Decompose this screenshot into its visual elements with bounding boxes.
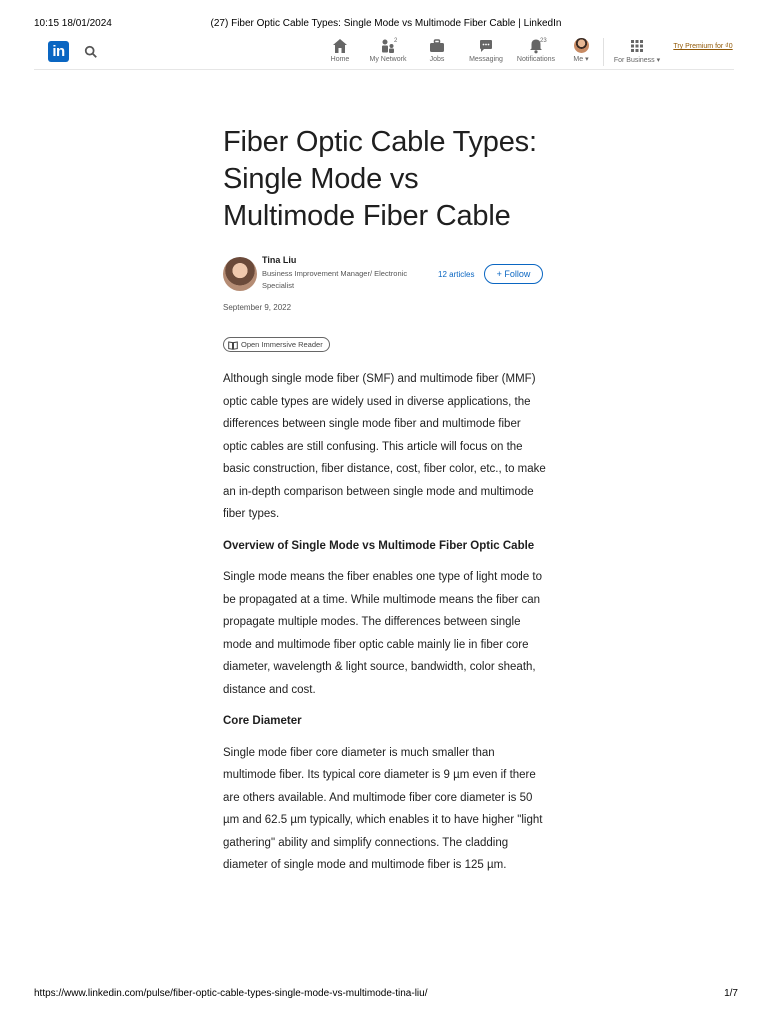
immersive-reader-button[interactable] bbox=[223, 337, 330, 352]
nav-home[interactable] bbox=[325, 38, 355, 68]
publish-date: September 9, 2022 bbox=[223, 303, 292, 312]
nav-my-network-label: My Network bbox=[369, 56, 407, 63]
messaging-icon bbox=[478, 38, 494, 54]
briefcase-icon bbox=[429, 38, 445, 54]
author-name[interactable]: Tina Liu bbox=[262, 255, 297, 265]
nav-home-label: Home bbox=[330, 56, 350, 63]
print-footer bbox=[34, 988, 738, 1002]
search-icon[interactable] bbox=[84, 45, 98, 59]
grid-icon bbox=[629, 38, 645, 54]
author-section bbox=[223, 253, 548, 297]
nav-messaging-label: Messaging bbox=[469, 56, 503, 63]
top-navigation bbox=[34, 36, 734, 70]
try-premium-link[interactable]: Try Premium for ₫0 bbox=[673, 43, 733, 50]
nav-for-business-label: For Business ▾ bbox=[613, 57, 661, 64]
nav-notifications-label: Notifications bbox=[516, 56, 556, 63]
author-articles-link[interactable]: 12 articles bbox=[438, 270, 475, 279]
home-icon bbox=[332, 38, 348, 54]
article-heading: Overview of Single Mode vs Multimode Fiber Optic Cable bbox=[223, 539, 535, 552]
nav-me[interactable] bbox=[568, 38, 594, 68]
book-icon bbox=[228, 341, 238, 350]
network-badge: 2 bbox=[394, 38, 398, 44]
nav-jobs[interactable] bbox=[422, 38, 452, 68]
nav-jobs-label: Jobs bbox=[429, 56, 445, 63]
article-paragraph: Single mode means the fiber enables one type of light mode to be propagated at a time. While multimode means the fiber can propagate multiple modes. The differences between single mode and multimode fiber optic cable mainly lie in fiber core diameter, wavelength & light source, bandwidth, color sheath, distance and cost. bbox=[223, 571, 543, 696]
nav-notifications[interactable] bbox=[514, 38, 558, 68]
print-header bbox=[34, 18, 738, 32]
nav-my-network[interactable] bbox=[366, 38, 410, 68]
print-document-title: (27) Fiber Optic Cable Types: Single Mode vs Multimode Fiber Cable | LinkedIn bbox=[210, 18, 562, 29]
immersive-reader-label: Open Immersive Reader bbox=[241, 340, 323, 349]
print-url: https://www.linkedin.com/pulse/fiber-optic-cable-types-single-mode-vs-multimode-tina-liu/ bbox=[34, 988, 428, 999]
nav-for-business[interactable] bbox=[611, 38, 663, 68]
user-avatar bbox=[574, 38, 589, 53]
article-heading: Core Diameter bbox=[223, 715, 302, 727]
author-headline: Business Improvement Manager/ Electronic Specialist bbox=[262, 269, 408, 290]
linkedin-logo[interactable]: in bbox=[48, 41, 69, 62]
article-title: Fiber Optic Cable Types: Single Mode vs Multimode Fiber Cable bbox=[223, 126, 537, 232]
nav-me-label: Me ▾ bbox=[573, 56, 589, 63]
article-paragraph: Although single mode fiber (SMF) and multimode fiber (MMF) optic cable types are widely used in diverse applications, the differences between single mode fiber and multimode fiber optic cables are still confusing. This article will focus on the basic construction, fiber distance, cost, fiber color, etc., to make an in-depth comparison between single mode and multimode fiber types. bbox=[223, 373, 546, 520]
author-avatar[interactable] bbox=[223, 257, 257, 291]
nav-divider bbox=[603, 38, 604, 66]
print-timestamp: 10:15 18/01/2024 bbox=[34, 18, 112, 29]
article bbox=[223, 124, 548, 871]
article-body bbox=[223, 368, 548, 886]
article-paragraph: Single mode fiber core diameter is much smaller than multimode fiber. Its typical core diameter is 9 µm even if there are others available. And multimode fiber core diameter is 50 µm and 62.5 µm typically, which enables it to have higher "light gathering" ability and simplify connections. The cladding diameter of single mode and multimode fiber is 125 µm. bbox=[223, 746, 543, 871]
notifications-badge: 23 bbox=[540, 38, 547, 44]
nav-messaging[interactable] bbox=[466, 38, 506, 68]
print-page-number: 1/7 bbox=[724, 988, 738, 999]
follow-button[interactable]: + Follow bbox=[484, 264, 543, 284]
